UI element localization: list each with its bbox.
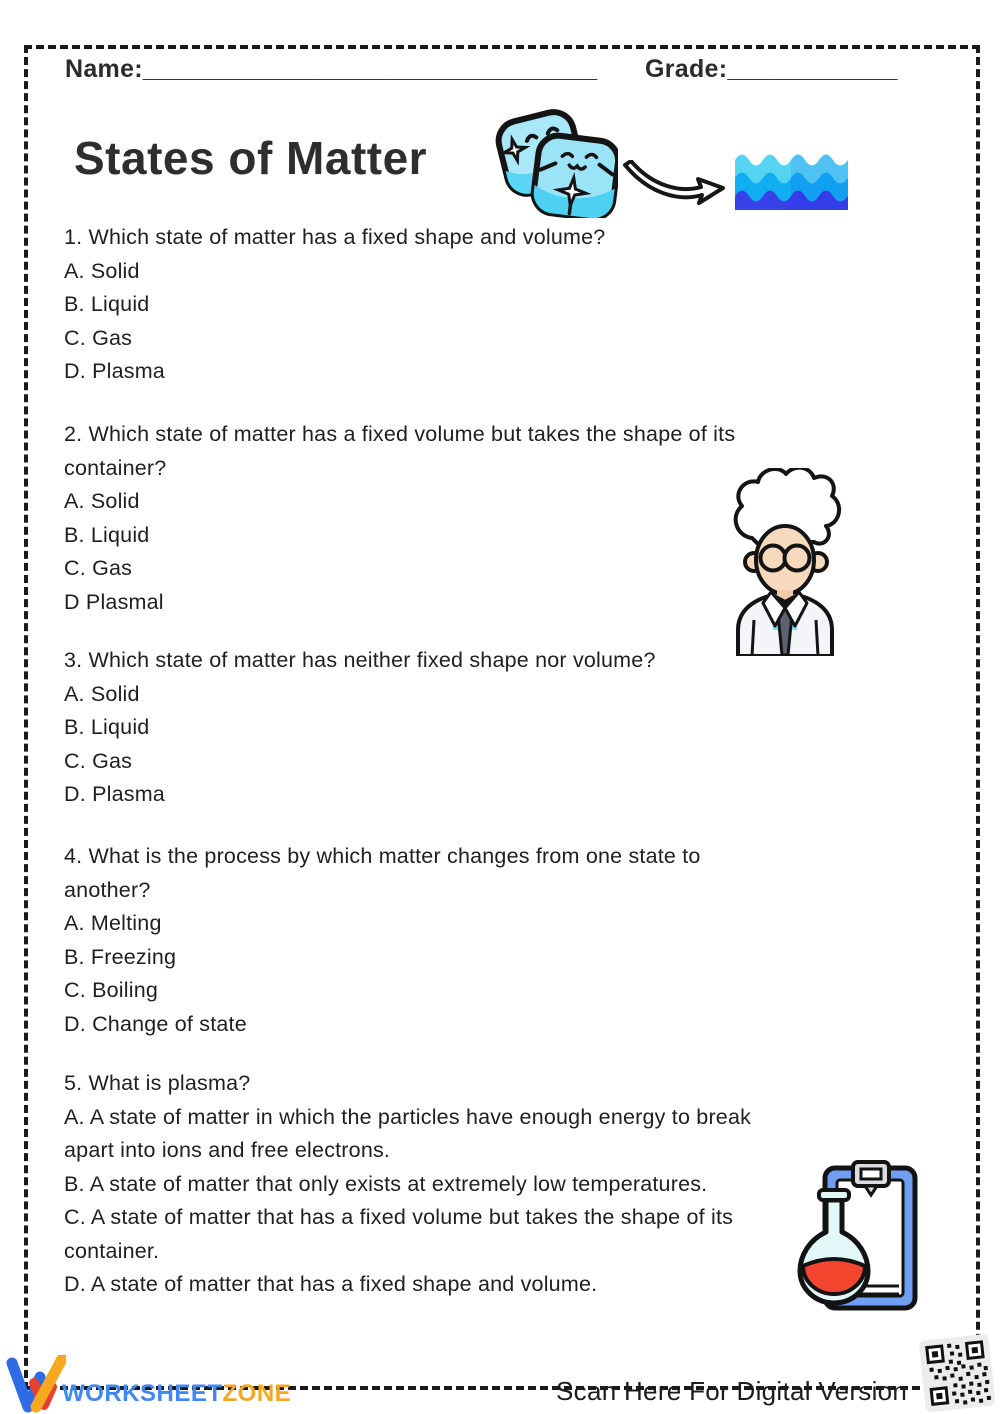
question-5 xyxy=(64,1067,751,1302)
name-blank-line: ________________________________ xyxy=(142,55,598,83)
brand-worksheet: WORKSHEET xyxy=(62,1380,223,1407)
question-line: D. A state of matter that has a fixed shape and volume. xyxy=(64,1272,598,1296)
question-line: D. Plasma xyxy=(64,782,165,806)
scan-here-label: Scan Here For Digital Version xyxy=(556,1376,908,1406)
question-line: A. Solid xyxy=(64,489,140,513)
question-line: C. Gas xyxy=(64,748,133,773)
question-line: D Plasmal xyxy=(64,589,164,614)
question-line: A. A state of matter in which the particles have enough energy to break xyxy=(64,1104,752,1129)
question-line: B. A state of matter that only exists at extremely low temperatures. xyxy=(64,1171,708,1196)
worksheet-zone-logo xyxy=(6,1355,66,1413)
question-line: 5. What is plasma? xyxy=(64,1071,251,1095)
grade-blank-line: ____________ xyxy=(727,55,898,83)
question-line: B. Freezing xyxy=(64,944,177,969)
question-line: B. Liquid xyxy=(64,715,150,739)
brand-wordmark xyxy=(62,1380,291,1408)
question-4 xyxy=(64,840,701,1041)
question-1 xyxy=(64,221,605,389)
question-line: D. Plasma xyxy=(64,359,165,383)
scientist-illustration xyxy=(728,468,843,656)
question-line: container? xyxy=(64,455,167,480)
qr-code xyxy=(918,1329,998,1414)
flask-clipboard-icon xyxy=(795,1160,920,1315)
grade-field xyxy=(645,55,898,84)
question-line: 1. Which state of matter has a fixed shape and volume? xyxy=(64,225,606,249)
question-line: another? xyxy=(64,877,151,902)
question-line: 4. What is the process by which matter changes from one state to xyxy=(64,844,701,868)
question-line: 3. Which state of matter has neither fixed shape nor volume? xyxy=(64,648,656,672)
question-line: B. Liquid xyxy=(64,522,150,547)
name-label: Name: xyxy=(65,55,143,83)
question-line: C. Gas xyxy=(64,556,133,580)
question-line: B. Liquid xyxy=(64,292,150,316)
question-line: container. xyxy=(64,1238,160,1263)
question-2 xyxy=(64,418,735,619)
ice-cubes-icon xyxy=(488,106,618,218)
question-line: 2. Which state of matter has a fixed volume but takes the shape of its xyxy=(64,422,736,446)
question-line: A. Melting xyxy=(64,911,162,935)
question-line: C. Gas xyxy=(64,325,133,350)
page-title: States of Matter xyxy=(74,132,428,184)
question-line: apart into ions and free electrons. xyxy=(64,1138,391,1162)
name-field xyxy=(65,55,597,84)
question-line: A. Solid xyxy=(64,681,140,706)
grade-label: Grade: xyxy=(645,55,728,83)
question-3 xyxy=(64,644,656,812)
brand-zone: ZONE xyxy=(222,1380,292,1407)
arrow-right-icon xyxy=(622,160,727,208)
water-icon xyxy=(735,148,848,210)
question-line: C. A state of matter that has a fixed volume but takes the shape of its xyxy=(64,1205,734,1229)
question-line: D. Change of state xyxy=(64,1011,247,1036)
question-line: A. Solid xyxy=(64,258,140,283)
question-line: C. Boiling xyxy=(64,978,159,1002)
